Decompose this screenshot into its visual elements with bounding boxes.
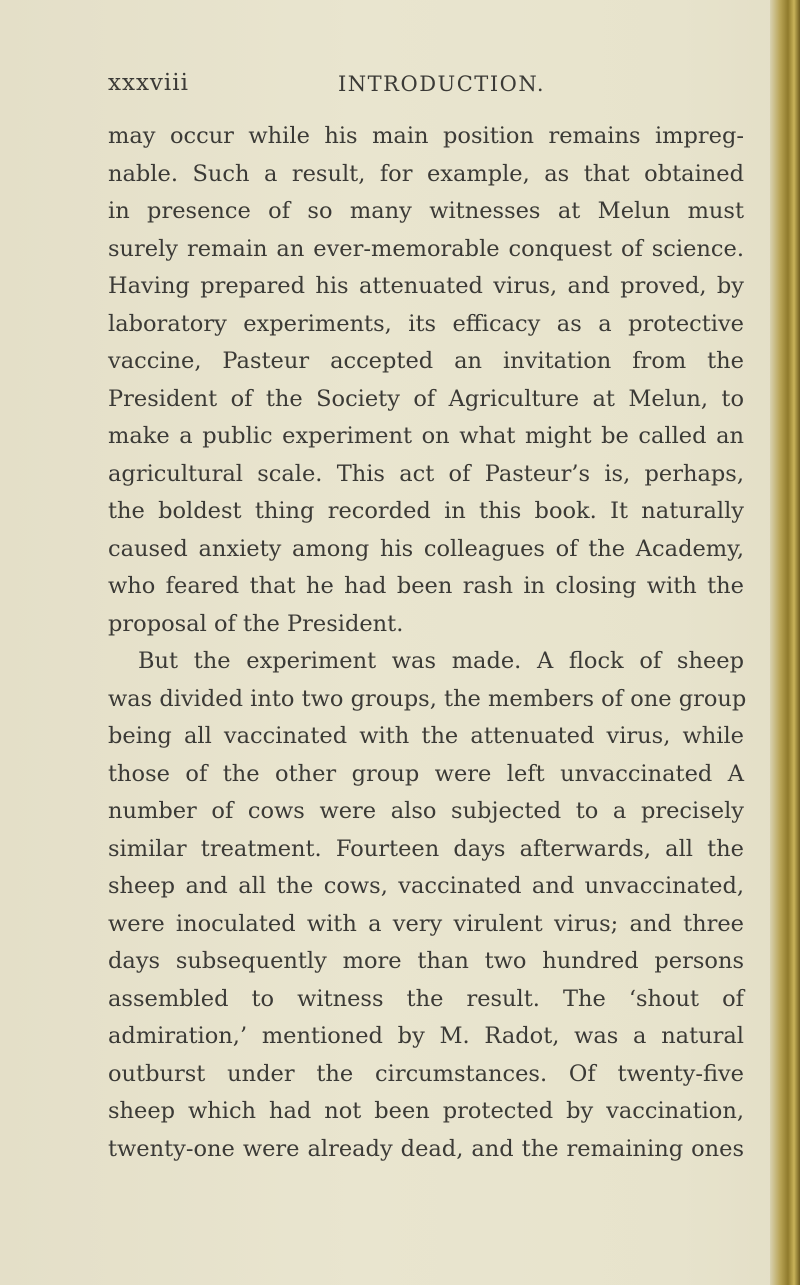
text-line: being all vaccinated with the attenuated virus, while	[108, 723, 744, 749]
running-head: INTRODUCTION.	[338, 72, 546, 96]
text-line: those of the other group were left unvaccinated A	[108, 760, 744, 787]
text-line: similar treatment. Fourteen days afterwards, all the	[108, 835, 744, 862]
text-line: sheep which had not been protected by vaccination,	[108, 1098, 744, 1124]
text-line: twenty-one were already dead, and the remaining ones	[108, 1135, 744, 1162]
text-line: make a public experiment on what might be called an	[108, 423, 744, 449]
text-line: who feared that he had been rash in closing with the	[108, 573, 744, 599]
text-line: proposal of the President.	[108, 610, 404, 637]
text-line: surely remain an ever-memorable conquest of science.	[108, 235, 744, 262]
page-number: xxxviii	[108, 70, 189, 96]
text-line: were inoculated with a very virulent virus; and three	[108, 910, 744, 937]
text-line: admiration,’ mentioned by M. Radot, was a natural	[108, 1023, 744, 1049]
text-line: was divided into two groups, the members of one group	[108, 685, 747, 712]
text-line: outburst under the circumstances. Of twenty-five	[108, 1060, 744, 1087]
text-line: in presence of so many witnesses at Melun must	[108, 198, 744, 224]
text-line: laboratory experiments, its efficacy as a protective	[108, 310, 744, 337]
text-line: the boldest thing recorded in this book. It naturally	[108, 498, 744, 524]
text-line: may occur while his main position remains impreg-	[108, 123, 744, 149]
text-line: number of cows were also subjected to a precisely	[108, 798, 744, 824]
text-line: President of the Society of Agriculture at Melun, to	[108, 385, 744, 412]
text-line: days subsequently more than two hundred persons	[108, 948, 744, 974]
text-line: nable. Such a result, for example, as that obtained	[108, 160, 744, 187]
page-edge-shadow	[770, 0, 800, 1285]
text-line: vaccine, Pasteur accepted an invitation from the	[108, 348, 744, 374]
text-line: caused anxiety among his colleagues of the Academy,	[108, 535, 744, 562]
text-line: agricultural scale. This act of Pasteur’s is, perhaps,	[108, 460, 744, 487]
text-line: sheep and all the cows, vaccinated and unvaccinated,	[108, 873, 744, 899]
text-line: assembled to witness the result. The ‘shout of	[108, 985, 744, 1012]
page-header	[108, 70, 748, 110]
text-line: Having prepared his attenuated virus, and proved, by	[108, 273, 744, 299]
text-line: But the experiment was made. A flock of sheep	[138, 648, 744, 674]
body-text	[108, 118, 747, 1168]
